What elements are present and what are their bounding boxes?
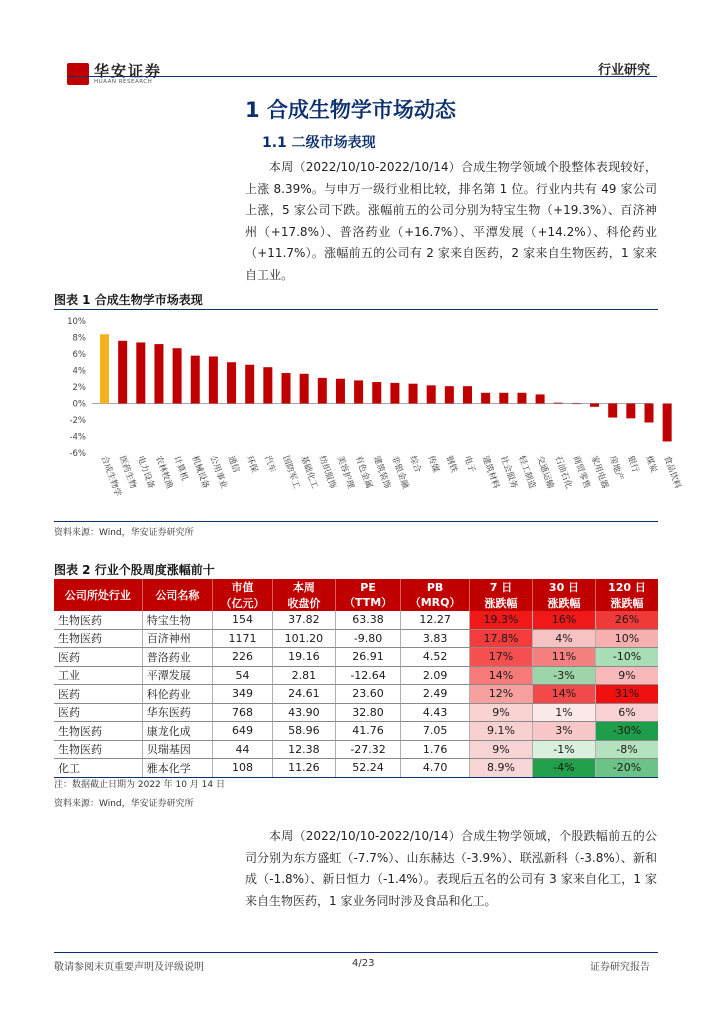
table-cell: -9.80	[335, 629, 400, 648]
intro-paragraph	[245, 157, 657, 286]
table-cell: 生物医药	[54, 629, 142, 648]
table-cell: 11%	[533, 648, 596, 667]
bar	[318, 378, 327, 404]
column-header	[470, 579, 533, 611]
table-cell: -30%	[596, 722, 659, 741]
category-label: 国防军工	[280, 454, 302, 490]
table-cell: 14%	[470, 666, 533, 685]
y-tick-label: 8%	[72, 333, 86, 344]
table-cell: 医药	[54, 703, 142, 722]
category-label: 轻工制造	[516, 454, 538, 490]
column-header-line: 本周	[292, 581, 315, 594]
table-cell: 华东医药	[142, 703, 212, 722]
figure1-top-rule	[54, 309, 658, 310]
column-header-line: 涨跌幅	[484, 597, 518, 610]
table-row	[54, 629, 658, 648]
table-row	[54, 703, 658, 722]
table-cell: 7.05	[401, 722, 470, 741]
bar	[136, 342, 145, 403]
table-cell: -20%	[596, 759, 659, 778]
y-tick-label: 0%	[72, 399, 86, 410]
table-cell: 9%	[470, 740, 533, 759]
y-tick-label: -2%	[69, 416, 86, 426]
table-row	[54, 722, 658, 741]
category-label: 社会服务	[497, 454, 520, 490]
column-header-line: （亿元）	[220, 597, 265, 610]
column-header	[401, 579, 470, 611]
figure1-source: 资料来源：Wind，华安证券研究所	[54, 528, 194, 538]
table-cell: 3%	[533, 722, 596, 741]
bar	[118, 341, 127, 404]
table-cell: 1%	[533, 703, 596, 722]
table-cell: 43.90	[272, 703, 335, 722]
report-category: 行业研究	[598, 63, 651, 78]
category-label: 传媒	[425, 454, 441, 475]
category-label: 农林牧渔	[153, 454, 175, 490]
table-cell: -12.64	[335, 666, 400, 685]
table-cell: 贝瑞基因	[142, 740, 212, 759]
column-header-line: 公司所处行业	[64, 589, 131, 602]
bar	[191, 356, 200, 404]
category-label: 合成生物学	[98, 454, 123, 498]
table-cell: -10%	[596, 648, 659, 667]
category-label: 食品饮料	[661, 454, 683, 490]
bar	[390, 383, 399, 404]
footer-disclaimer: 敬请参阅末页重要声明及评级说明	[54, 962, 204, 973]
table-cell: 54	[213, 666, 273, 685]
category-label: 纺织服饰	[316, 454, 338, 490]
column-header	[54, 579, 142, 611]
table-cell: 科伦药业	[142, 685, 212, 704]
table-cell: 23.60	[335, 685, 400, 704]
column-header	[596, 579, 659, 611]
y-tick-label: 6%	[72, 350, 86, 360]
table-cell: 26%	[596, 611, 659, 629]
table-cell: 8.9%	[470, 759, 533, 778]
table-header-row	[54, 579, 658, 611]
table-cell: 医药	[54, 685, 142, 704]
table-cell: 平潭发展	[142, 666, 212, 685]
table-cell: 108	[213, 759, 273, 778]
category-label: 交通运输	[534, 454, 556, 490]
page-number: 4/23	[352, 958, 375, 969]
bar	[336, 379, 345, 404]
table-cell: 工业	[54, 666, 142, 685]
bar	[626, 404, 635, 419]
table-cell: 37.82	[272, 611, 335, 629]
bar	[645, 404, 654, 423]
bar	[554, 403, 563, 404]
table-row	[54, 685, 658, 704]
bar	[209, 356, 218, 403]
table-row	[54, 759, 658, 778]
table-cell: 58.96	[272, 722, 335, 741]
table-cell: 63.38	[335, 611, 400, 629]
table-cell: 44	[213, 740, 273, 759]
bar	[173, 348, 182, 403]
table-cell: -27.32	[335, 740, 400, 759]
table-cell: 768	[213, 703, 273, 722]
bar	[354, 380, 363, 403]
category-label: 建筑材料	[479, 454, 501, 490]
figure1-title: 图表 1 合成生物学市场表现	[54, 293, 203, 307]
figure2-source: 资料来源：Wind，华安证券研究所	[54, 799, 194, 809]
table-cell: 百济神州	[142, 629, 212, 648]
subsection-title: 1.1 二级市场表现	[262, 135, 376, 151]
column-header	[213, 579, 273, 611]
decliners-paragraph-text: 本周（2022/10/10-2022/10/14）合成生物学领域，个股跌幅前五的公司分别为东方盛虹（-7.7%）、山东赫达（-3.9%）、联泓新科（-3.8%）、新和成（-1.8%）、新日恒力（-1.4%）。表现后五名的公司有 3 家来自化工，1 家来自生物医药，1 家业务同时涉及食品和化工。	[245, 829, 657, 908]
column-header-line: PE	[360, 580, 376, 594]
bar	[499, 393, 508, 404]
category-label: 家用电器	[588, 454, 610, 490]
table-note: 注：数据截止日期为 2022 年 10 月 14 日	[54, 780, 225, 790]
table-cell: 生物医药	[54, 740, 142, 759]
table-row	[54, 666, 658, 685]
footer-report-type: 证券研究报告	[590, 962, 650, 973]
decliners-paragraph	[245, 826, 657, 912]
table-cell: 特宝生物	[142, 611, 212, 629]
bar	[663, 404, 672, 442]
bar	[409, 384, 418, 404]
bar	[372, 382, 381, 403]
table-cell: 3.83	[401, 629, 470, 648]
table-cell: 1171	[213, 629, 273, 648]
column-header	[335, 579, 400, 611]
table-cell: 2.09	[401, 666, 470, 685]
category-label: 环保	[243, 454, 260, 475]
bar	[245, 365, 254, 404]
y-tick-label: -6%	[69, 449, 86, 459]
table-cell: 生物医药	[54, 611, 142, 629]
table-cell: 349	[213, 685, 273, 704]
table-cell: 649	[213, 722, 273, 741]
bar	[263, 367, 272, 403]
table-cell: 10%	[596, 629, 659, 648]
column-header	[272, 579, 335, 611]
y-tick-label: -4%	[69, 432, 86, 443]
table-cell: 52.24	[335, 759, 400, 778]
category-label: 通信	[225, 454, 241, 475]
category-label: 医药生物	[116, 454, 138, 490]
bar	[427, 385, 436, 403]
table-row	[54, 648, 658, 667]
column-header-line: 涨跌幅	[610, 597, 644, 610]
bar	[572, 404, 581, 405]
table-cell: 11.26	[272, 759, 335, 778]
table-cell: 41.76	[335, 722, 400, 741]
table-cell: 普洛药业	[142, 648, 212, 667]
table-cell: 4.70	[401, 759, 470, 778]
table-cell: 12.27	[401, 611, 470, 629]
y-tick-label: 10%	[67, 317, 86, 327]
category-label: 机械设备	[189, 454, 211, 490]
table-cell: 24.61	[272, 685, 335, 704]
table-cell: 医药	[54, 648, 142, 667]
table-cell: 12.38	[272, 740, 335, 759]
category-label: 建筑装饰	[370, 454, 392, 490]
table-cell: -1%	[533, 740, 596, 759]
table-cell: 19.16	[272, 648, 335, 667]
table-cell: 9%	[596, 666, 659, 685]
table-cell: 4.52	[401, 648, 470, 667]
table-cell: 4.43	[401, 703, 470, 722]
bar	[590, 404, 599, 407]
bar	[517, 393, 526, 404]
column-header	[533, 579, 596, 611]
footer-divider	[54, 952, 658, 953]
table-cell: 17.8%	[470, 629, 533, 648]
category-label: 非银金融	[389, 454, 411, 490]
table-cell: 化工	[54, 759, 142, 778]
column-header-line: 30 日	[548, 581, 580, 594]
table-cell: 14%	[533, 685, 596, 704]
table-cell: 1.76	[401, 740, 470, 759]
table-cell: 4%	[533, 629, 596, 648]
table-cell: 9.1%	[470, 722, 533, 741]
table-row	[54, 740, 658, 759]
category-label: 公用事业	[207, 454, 229, 490]
top-ten-stocks-table	[54, 579, 658, 778]
column-header-line: 收盘价	[287, 597, 321, 610]
y-tick-label: 4%	[72, 366, 86, 377]
table-cell: 2.49	[401, 685, 470, 704]
column-header-line: 公司名称	[155, 589, 200, 602]
bar	[100, 334, 109, 403]
column-header-line: PB	[426, 580, 444, 594]
column-header	[142, 579, 212, 611]
table-cell: 16%	[533, 611, 596, 629]
table-cell: 32.80	[335, 703, 400, 722]
table-cell: 226	[213, 648, 273, 667]
logo-icon	[67, 63, 89, 85]
bar	[608, 404, 617, 418]
bar	[300, 374, 309, 404]
logo-text: 华安证券	[94, 62, 163, 80]
column-header-line: 市值	[231, 581, 254, 594]
column-header-line: 涨跌幅	[547, 597, 581, 610]
category-label: 钢铁	[443, 454, 459, 475]
category-label: 汽车	[262, 454, 278, 475]
table-row	[54, 611, 658, 629]
figure1-bottom-rule	[54, 521, 658, 522]
category-label: 基础化工	[298, 454, 320, 490]
column-header-line: （MRQ）	[409, 595, 461, 609]
category-label: 综合	[407, 454, 423, 475]
bar	[481, 393, 490, 404]
category-label: 煤炭	[643, 454, 659, 475]
figure2-title: 图表 2 行业个股周度涨幅前十	[54, 563, 215, 577]
column-header-line: 120 日	[608, 581, 646, 594]
table-cell: 12%	[470, 685, 533, 704]
bar	[282, 373, 291, 404]
table-cell: -3%	[533, 666, 596, 685]
category-label: 电子	[461, 454, 477, 475]
intro-paragraph-text: 本周（2022/10/10-2022/10/14）合成生物学领域个股整体表现较好，上涨 8.39%。与申万一级行业相比较，排名第 1 位。行业内共有 49 家公司上涨，5 家公司下跌。涨幅前五的公司分别为特宝生物（+19.3%）、百济神州（+17.8%）、普洛药业（+16.7%）、平潭发展（+14.2%）、科伦药业（+11.7%）。涨幅前五的公司有 2 家来自医药，2 家来自生物医药，1 家来自工业。	[245, 160, 657, 282]
logo-subtitle: HUAAN RESEARCH	[94, 79, 153, 85]
category-label: 计算机	[171, 454, 190, 483]
category-label: 房地产	[606, 454, 626, 483]
bar	[536, 394, 545, 403]
header-divider	[67, 76, 657, 77]
bar	[227, 362, 236, 403]
y-tick-label: 2%	[72, 383, 86, 393]
table-cell: 9%	[470, 703, 533, 722]
bar	[463, 386, 472, 403]
table-cell: 雅本化学	[142, 759, 212, 778]
column-header-line: （TTM）	[343, 595, 393, 609]
table-cell: 康龙化成	[142, 722, 212, 741]
table-cell: 154	[213, 611, 273, 629]
market-performance-chart	[54, 312, 683, 520]
table-cell: 生物医药	[54, 722, 142, 741]
table-cell: 101.20	[272, 629, 335, 648]
table-cell: 31%	[596, 685, 659, 704]
table-cell: 6%	[596, 703, 659, 722]
table-cell: 2.81	[272, 666, 335, 685]
table-cell: -8%	[596, 740, 659, 759]
category-label: 石油石化	[552, 454, 574, 490]
category-label: 有色金属	[352, 454, 374, 490]
category-label: 商贸零售	[570, 454, 592, 490]
category-label: 电力设备	[134, 454, 157, 490]
category-label: 银行	[625, 454, 641, 475]
category-label: 美容护理	[334, 454, 356, 490]
section-title: 1 合成生物学市场动态	[245, 98, 456, 122]
column-header-line: 7 日	[489, 581, 513, 594]
table-cell: 26.91	[335, 648, 400, 667]
table-cell: -4%	[533, 759, 596, 778]
bar	[445, 386, 454, 403]
table-cell: 19.3%	[470, 611, 533, 629]
table-cell: 17%	[470, 648, 533, 667]
bar	[154, 344, 163, 403]
